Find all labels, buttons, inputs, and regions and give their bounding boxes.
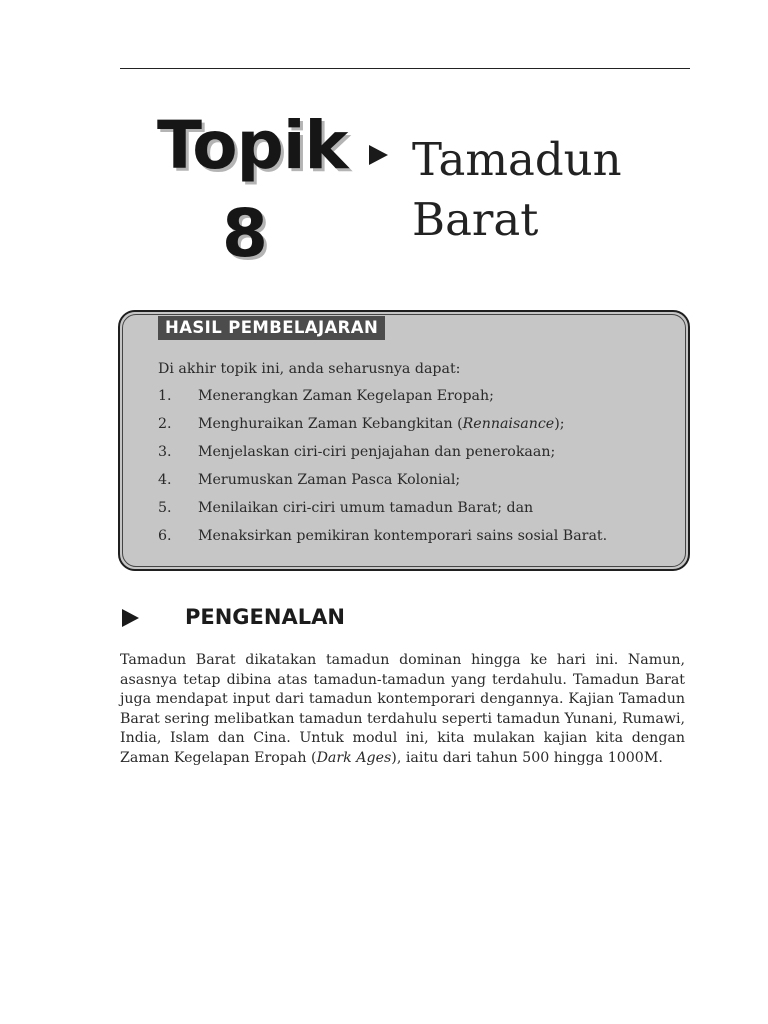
outcome-text <box>198 414 565 434</box>
outcome-text: Menerangkan Zaman Kegelapan Eropah; <box>198 388 494 404</box>
title-arrow-icon <box>369 145 388 165</box>
topic-title-line2: Barat <box>412 193 539 246</box>
learning-outcomes-intro: Di akhir topik ini, anda seharusnya dapat: <box>158 361 461 377</box>
topic-title-line1: Tamadun <box>412 133 622 186</box>
outcome-number: 1. <box>158 388 172 404</box>
learning-outcomes-heading: HASIL PEMBELAJARAN <box>158 316 385 340</box>
outcome-text: Menjelaskan ciri-ciri penjajahan dan penerokaan; <box>198 444 556 460</box>
outcome-number: 4. <box>158 472 172 488</box>
section-arrow-icon <box>122 609 139 627</box>
outcome-text: Menilaikan ciri-ciri umum tamadun Barat; dan <box>198 500 534 516</box>
outcome-number: 6. <box>158 528 172 544</box>
outcome-text: Menaksirkan pemikiran kontemporari sains sosial Barat. <box>198 528 608 544</box>
outcome-text-italic: Rennaisance <box>462 416 555 432</box>
outcome-number: 5. <box>158 500 172 516</box>
intro-paragraph-start: Tamadun Barat dikatakan tamadun dominan hingga ke hari ini. Namun, asasnya tetap dibina atas tamadun-tamadun yang terdahulu. Tamadun Barat juga mendapat input dari tamadun kontemporari dengannya. Kajian Tamadun Barat sering melibatkan tamadun terdahulu seperti tamadun Yunani, Rumawi, India, Islam dan Cina. Untuk modul ini, kita mulakan kajian kita dengan Zaman Kegelapan Eropah ( <box>120 652 685 766</box>
intro-paragraph <box>120 651 685 768</box>
topic-number: 8 <box>222 195 268 272</box>
outcome-number: 3. <box>158 444 172 460</box>
learning-outcomes-box <box>118 310 690 571</box>
topic-title <box>412 130 702 250</box>
section-heading: PENGENALAN <box>185 605 345 629</box>
top-rule <box>120 68 690 69</box>
outcome-number: 2. <box>158 416 172 432</box>
topic-label: Topik <box>157 107 348 184</box>
outcome-text-start: Menghuraikan Zaman Kebangkitan ( <box>198 416 463 432</box>
outcome-text: Merumuskan Zaman Pasca Kolonial; <box>198 472 461 488</box>
intro-paragraph-end: ), iaitu dari tahun 500 hingga 1000M. <box>391 749 663 766</box>
outcome-text-end: ); <box>554 416 565 432</box>
intro-paragraph-italic: Dark Ages <box>316 749 392 766</box>
